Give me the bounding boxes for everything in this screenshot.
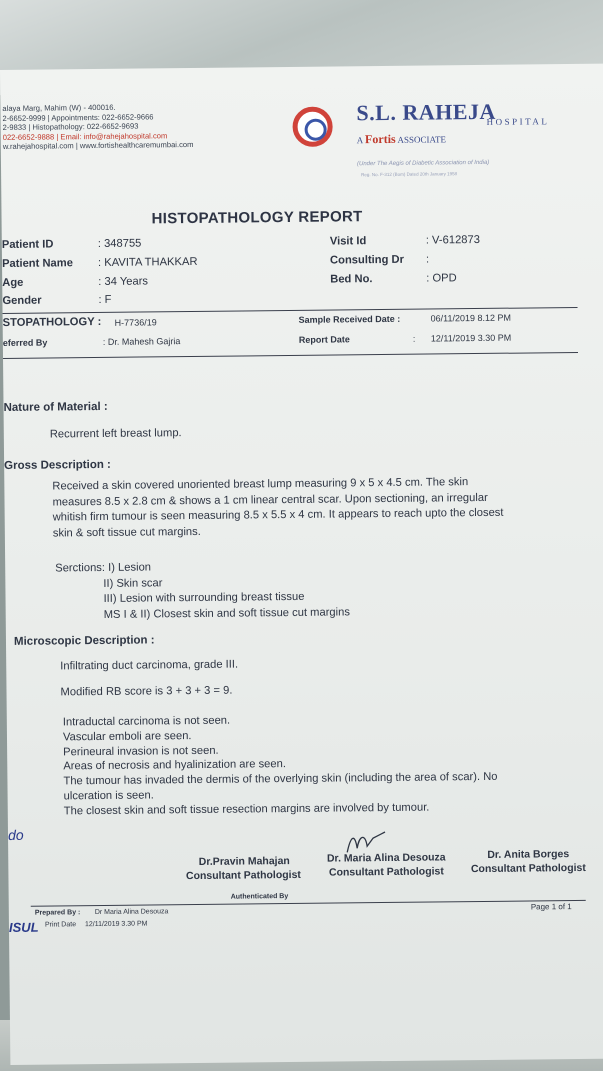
nature-text: Recurrent left breast lump. [49,427,182,441]
address-line: alaya Marg, Mahim (W) - 400016. [2,102,116,113]
section-line: MS I & II) Closest skin and soft tissue cut margins [103,605,350,621]
associate-line [357,131,446,147]
consulting-dr-value: : [425,253,430,266]
gross-text [52,475,503,542]
patient-id-label: Patient ID [1,238,54,251]
micro-line: The closest skin and soft tissue resection margins are involved by tumour. [63,801,430,818]
prepared-by-label: Prepared By : [34,909,81,917]
footer-divider [31,900,586,907]
page-number: Page 1 of 1 [530,902,572,912]
histopathology-value: H-7736/19 [114,317,157,328]
signature-title-2: Consultant Pathologist [328,865,444,879]
histopathology-label: STOPATHOLOGY : [2,315,102,329]
referred-by-value: : Dr. Mahesh Gajria [102,336,181,347]
hospital-address-block [2,102,193,152]
associate-prefix: A [356,135,363,146]
signature-title-1: Consultant Pathologist [185,868,301,883]
print-date-value: 12/11/2019 3.30 PM [84,920,148,929]
gender-label: Gender [2,294,42,307]
micro-line: Vascular emboli are seen. [62,729,192,744]
gross-line: skin & soft tissue cut margins. [52,525,201,539]
gross-line: measures 8.5 x 2.8 cm & shows a 1 cm linear central scar. Upon sectioning, an irregular [52,491,488,508]
report-date-label: Report Date [298,334,350,345]
micro-line: Perineural invasion is not seen. [63,744,219,758]
divider [3,352,578,359]
report-page [0,64,603,1065]
gender-value: : F [98,293,112,306]
hospital-logo-icon [292,107,332,147]
micro-line-1: Infiltrating duct carcinoma, grade III. [60,658,239,673]
gross-line: whitish firm tumour is seen measuring 8.5 x 5.5 x 4 cm. It appears to reach upto the closest [52,506,504,524]
patient-id-value: : 348755 [97,237,142,250]
referred-by-label: eferred By [2,337,48,348]
report-date-value: 12/11/2019 3.30 PM [430,332,512,344]
micro-line: Intraductal carcinoma is not seen. [62,714,231,729]
section-line: II) Skin scar [103,576,163,590]
visit-id-value: : V-612873 [425,233,480,247]
micro-line: The tumour has invaded the dermis of the overlying skin (including the area of scar). No [63,771,498,788]
gross-line: Received a skin covered unoriented breast lump measuring 9 x 5 x 4.5 cm. The skin [52,476,469,493]
report-title: HISTOPATHOLOGY REPORT [151,208,363,228]
sample-received-value: 06/11/2019 8.12 PM [430,312,512,324]
gross-heading: Gross Description : [4,458,111,472]
signature-name-3: Dr. Anita Borges [487,848,570,861]
hospital-word: HOSPITAL [486,116,550,127]
micro-line: ulceration is seen. [63,789,154,803]
fortis-brand: Fortis [364,131,396,147]
section-line: III) Lesion with surrounding breast tissue [103,590,305,605]
authenticated-label: Authenticated By [230,893,289,901]
registration-line: Reg. No. F-312 (Bom) Dated 20th January 1958 [361,171,458,178]
signature-title-3: Consultant Pathologist [470,861,586,876]
visit-id-label: Visit Id [329,235,367,248]
address-line: w.rahejahospital.com | www.fortishealthcaremumbai.com [2,140,194,152]
bed-no-value: : OPD [426,272,457,285]
hospital-name: S.L. RAHEJA [356,98,496,126]
patient-name-value: : KAVITA THAKKAR [97,255,198,269]
sections-list [55,558,350,623]
address-line: 022-6652-9888 | Email: info@rahejahospital.com [2,131,168,142]
section-line: Serctions: I) Lesion [55,561,152,575]
print-date-label: Print Date [44,921,77,929]
micro-text [63,711,498,819]
age-value: : 34 Years [98,275,149,288]
patient-name-label: Patient Name [1,257,73,270]
prepared-by-value: Dr Maria Alina Desouza [94,908,169,917]
age-label: Age [2,276,24,289]
address-line: 2-9833 | Histopathology: 022-6652-9693 [2,121,139,133]
sample-received-label: Sample Received Date : [298,313,401,325]
micro-line-2: Modified RB score is 3 + 3 + 3 = 9. [60,684,233,699]
micro-line: Areas of necrosis and hyalinization are seen. [63,758,286,773]
nature-heading: Nature of Material : [3,400,108,414]
margin-note-do: do [7,826,24,843]
signature-name-2: Dr. Maria Alina Desouza [326,851,446,865]
report-date-colon: : [412,333,416,344]
associate-suffix: ASSOCIATE [397,134,447,145]
address-line: 2-6652-9999 | Appointments: 022-6652-9666 [2,111,154,123]
aegis-line: (Under The Aegis of Diabetic Association of India) [356,159,490,168]
margin-note: ISUL [8,919,39,935]
consulting-dr-label: Consulting Dr [329,253,405,267]
microscopic-heading: Microscopic Description : [13,634,155,648]
signature-name-1: Dr.Pravin Mahajan [198,855,290,868]
bed-no-label: Bed No. [330,273,373,286]
